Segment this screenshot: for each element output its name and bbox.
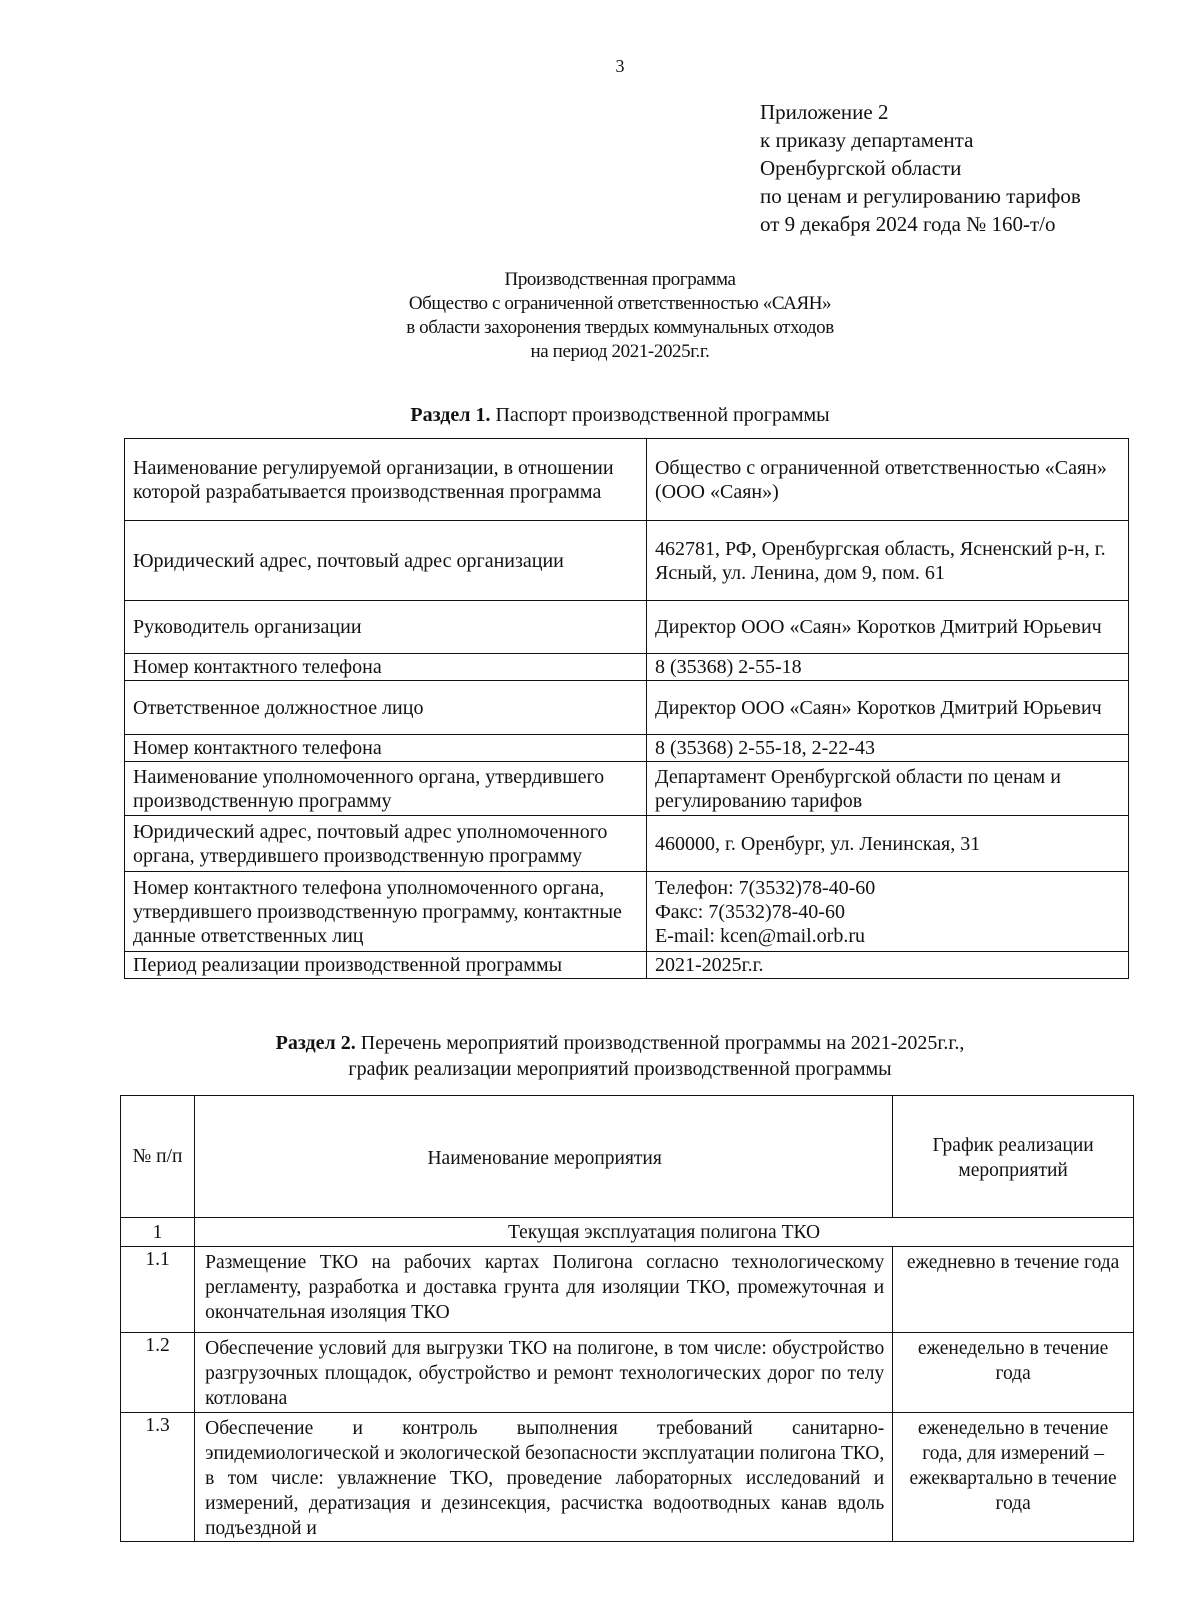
passport-label: Ответственное должностное лицо xyxy=(125,681,647,735)
header-schedule: График реализации мероприятий xyxy=(893,1096,1134,1218)
passport-row xyxy=(125,735,1129,762)
section2-title-line2: график реализации мероприятий производственной программы xyxy=(348,1058,892,1080)
passport-row xyxy=(125,601,1129,654)
section2-label: Раздел 2. xyxy=(275,1032,356,1054)
appendix-line: по ценам и регулированию тарифов xyxy=(760,184,1081,208)
section1-title-text: Паспорт производственной программы xyxy=(490,404,830,426)
passport-row xyxy=(125,872,1129,952)
passport-value-contacts xyxy=(646,872,1128,952)
appendix-line: от 9 декабря 2024 года № 160-т/о xyxy=(760,212,1056,236)
passport-value: Общество с ограниченной ответственностью «Саян» (ООО «Саян») xyxy=(646,439,1128,521)
passport-label: Юридический адрес, почтовый адрес уполномоченного органа, утвердившего производственную программу xyxy=(125,816,647,872)
row-schedule: еженедельно в течение года, для измерений – ежеквартально в течение года xyxy=(893,1413,1134,1542)
row-schedule: ежедневно в течение года xyxy=(893,1247,1134,1333)
row-name: Обеспечение и контроль выполнения требований санитарно-эпидемиологической и экологической безопасности эксплуатации полигона ТКО, в том числе: увлажнение ТКО, проведение лабораторных исследований и измерений, дератизация и дезинсекция, расчистка водоотводных канав вдоль подъездной и xyxy=(205,1418,885,1539)
appendix-header xyxy=(760,98,1081,238)
passport-row xyxy=(125,762,1129,816)
passport-value: Директор ООО «Саян» Коротков Дмитрий Юрьевич xyxy=(646,681,1128,735)
measures-header-row xyxy=(121,1096,1134,1218)
measures-row xyxy=(121,1247,1134,1333)
passport-row xyxy=(125,681,1129,735)
passport-row xyxy=(125,439,1129,521)
program-title-line: Общество с ограниченной ответственностью «САЯН» xyxy=(408,293,832,314)
passport-row xyxy=(125,654,1129,681)
passport-label: Номер контактного телефона xyxy=(125,735,647,762)
passport-row xyxy=(125,521,1129,601)
measures-row xyxy=(121,1413,1134,1542)
appendix-line: Оренбургской области xyxy=(760,156,962,180)
section2-title xyxy=(0,1030,1200,1082)
passport-label: Период реализации производственной программы xyxy=(125,952,647,979)
passport-table xyxy=(124,438,1129,979)
passport-value: 460000, г. Оренбург, ул. Ленинская, 31 xyxy=(646,816,1128,872)
program-title xyxy=(0,268,1200,364)
header-num: № п/п xyxy=(121,1096,195,1218)
row-num: 1.3 xyxy=(121,1413,195,1542)
group-num: 1 xyxy=(121,1218,195,1247)
section1-title xyxy=(0,402,1200,428)
measures-table xyxy=(120,1095,1134,1542)
passport-value: 462781, РФ, Оренбургская область, Ясненский р-н, г. Ясный, ул. Ленина, дом 9, пом. 61 xyxy=(646,521,1128,601)
contact-phone: Телефон: 7(3532)78-40-60 xyxy=(654,876,876,899)
contact-email: E-mail: kcen@mail.orb.ru xyxy=(654,924,866,947)
header-name: Наименование мероприятия xyxy=(195,1096,893,1218)
passport-value: 8 (35368) 2-55-18, 2-22-43 xyxy=(646,735,1128,762)
passport-value: 2021-2025г.г. xyxy=(646,952,1128,979)
appendix-line: Приложение 2 xyxy=(760,100,889,124)
row-name-cell xyxy=(195,1413,893,1542)
row-name: Обеспечение условий для выгрузки ТКО на полигоне, в том числе: обустройство разгрузочных площадок, обустройство и ремонт технологических дорог по телу котлована xyxy=(195,1333,893,1413)
program-title-line: Производственная программа xyxy=(504,269,736,290)
appendix-line: к приказу департамента xyxy=(760,128,974,152)
section1-label: Раздел 1. xyxy=(410,404,491,426)
passport-label: Номер контактного телефона уполномоченного органа, утвердившего производственную программу, контактные данные ответственных лиц xyxy=(125,872,647,952)
group-name: Текущая эксплуатация полигона ТКО xyxy=(195,1218,1134,1247)
measures-row xyxy=(121,1333,1134,1413)
section2-title-text: Перечень мероприятий производственной программы на 2021-2025г.г., xyxy=(355,1032,965,1054)
passport-label: Наименование регулируемой организации, в отношении которой разрабатывается производственная программа xyxy=(125,439,647,521)
row-num: 1.2 xyxy=(121,1333,195,1413)
program-title-line: на период 2021-2025г.г. xyxy=(530,341,710,362)
contact-fax: Факс: 7(3532)78-40-60 xyxy=(654,900,845,923)
page-number: 3 xyxy=(615,56,625,76)
row-num: 1.1 xyxy=(121,1247,195,1333)
passport-value: Директор ООО «Саян» Коротков Дмитрий Юрьевич xyxy=(646,601,1128,654)
passport-row xyxy=(125,952,1129,979)
row-schedule: еженедельно в течение года xyxy=(893,1333,1134,1413)
passport-label: Руководитель организации xyxy=(125,601,647,654)
row-name: Размещение ТКО на рабочих картах Полигона согласно технологическому регламенту, разработка и доставка грунта для изоляции ТКО, промежуточная и окончательная изоляция ТКО xyxy=(195,1247,893,1333)
passport-value: Департамент Оренбургской области по ценам и регулированию тарифов xyxy=(646,762,1128,816)
passport-label: Юридический адрес, почтовый адрес организации xyxy=(125,521,647,601)
passport-label: Наименование уполномоченного органа, утвердившего производственную программу xyxy=(125,762,647,816)
passport-row xyxy=(125,816,1129,872)
passport-value: 8 (35368) 2-55-18 xyxy=(646,654,1128,681)
program-title-line: в области захоронения твердых коммунальных отходов xyxy=(406,317,834,338)
measures-group-row xyxy=(121,1218,1134,1247)
passport-label: Номер контактного телефона xyxy=(125,654,647,681)
